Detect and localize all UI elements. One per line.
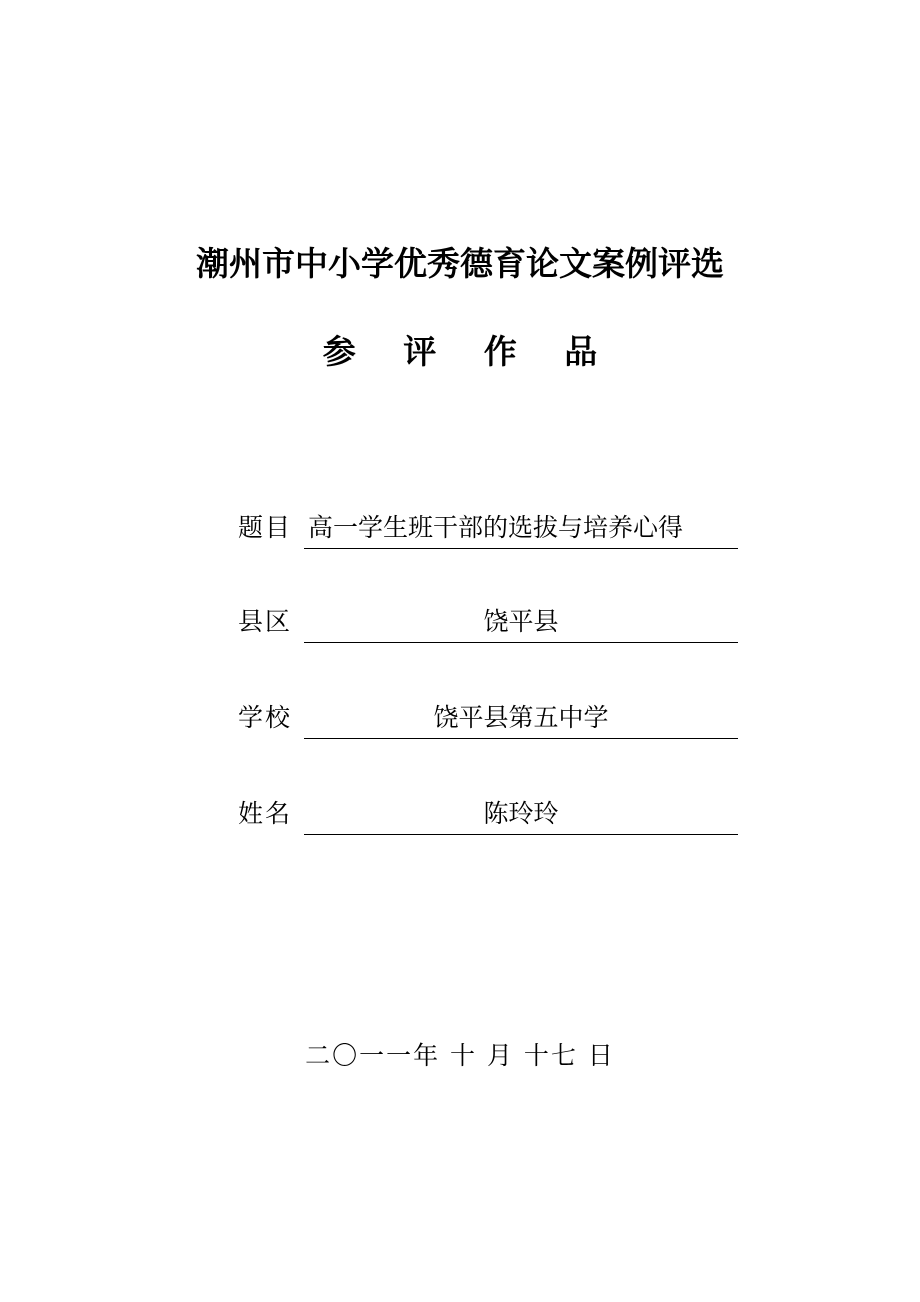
document-subtitle: 参 评 作 品 bbox=[322, 332, 616, 371]
document-date: 二〇一一年 十 月 十七 日 bbox=[305, 1041, 615, 1070]
field-name-label: 姓名 bbox=[238, 799, 293, 828]
field-topic bbox=[238, 508, 738, 548]
field-school-underline bbox=[304, 698, 738, 739]
field-county-value: 饶平县 bbox=[483, 607, 559, 636]
field-school-label: 学校 bbox=[238, 703, 293, 732]
field-topic-underline bbox=[304, 508, 738, 549]
field-topic-label: 题目 bbox=[238, 513, 293, 542]
document-title: 潮州市中小学优秀德育论文案例评选 bbox=[196, 244, 724, 283]
field-county bbox=[238, 602, 738, 642]
field-county-underline bbox=[304, 602, 738, 643]
field-name-underline bbox=[304, 794, 738, 835]
field-school-value: 饶平县第五中学 bbox=[433, 703, 609, 732]
field-name bbox=[238, 794, 738, 834]
field-school bbox=[238, 698, 738, 738]
field-county-label: 县区 bbox=[238, 607, 293, 636]
field-topic-value: 高一学生班干部的选拔与培养心得 bbox=[308, 513, 684, 542]
field-name-value: 陈玲玲 bbox=[483, 799, 559, 828]
